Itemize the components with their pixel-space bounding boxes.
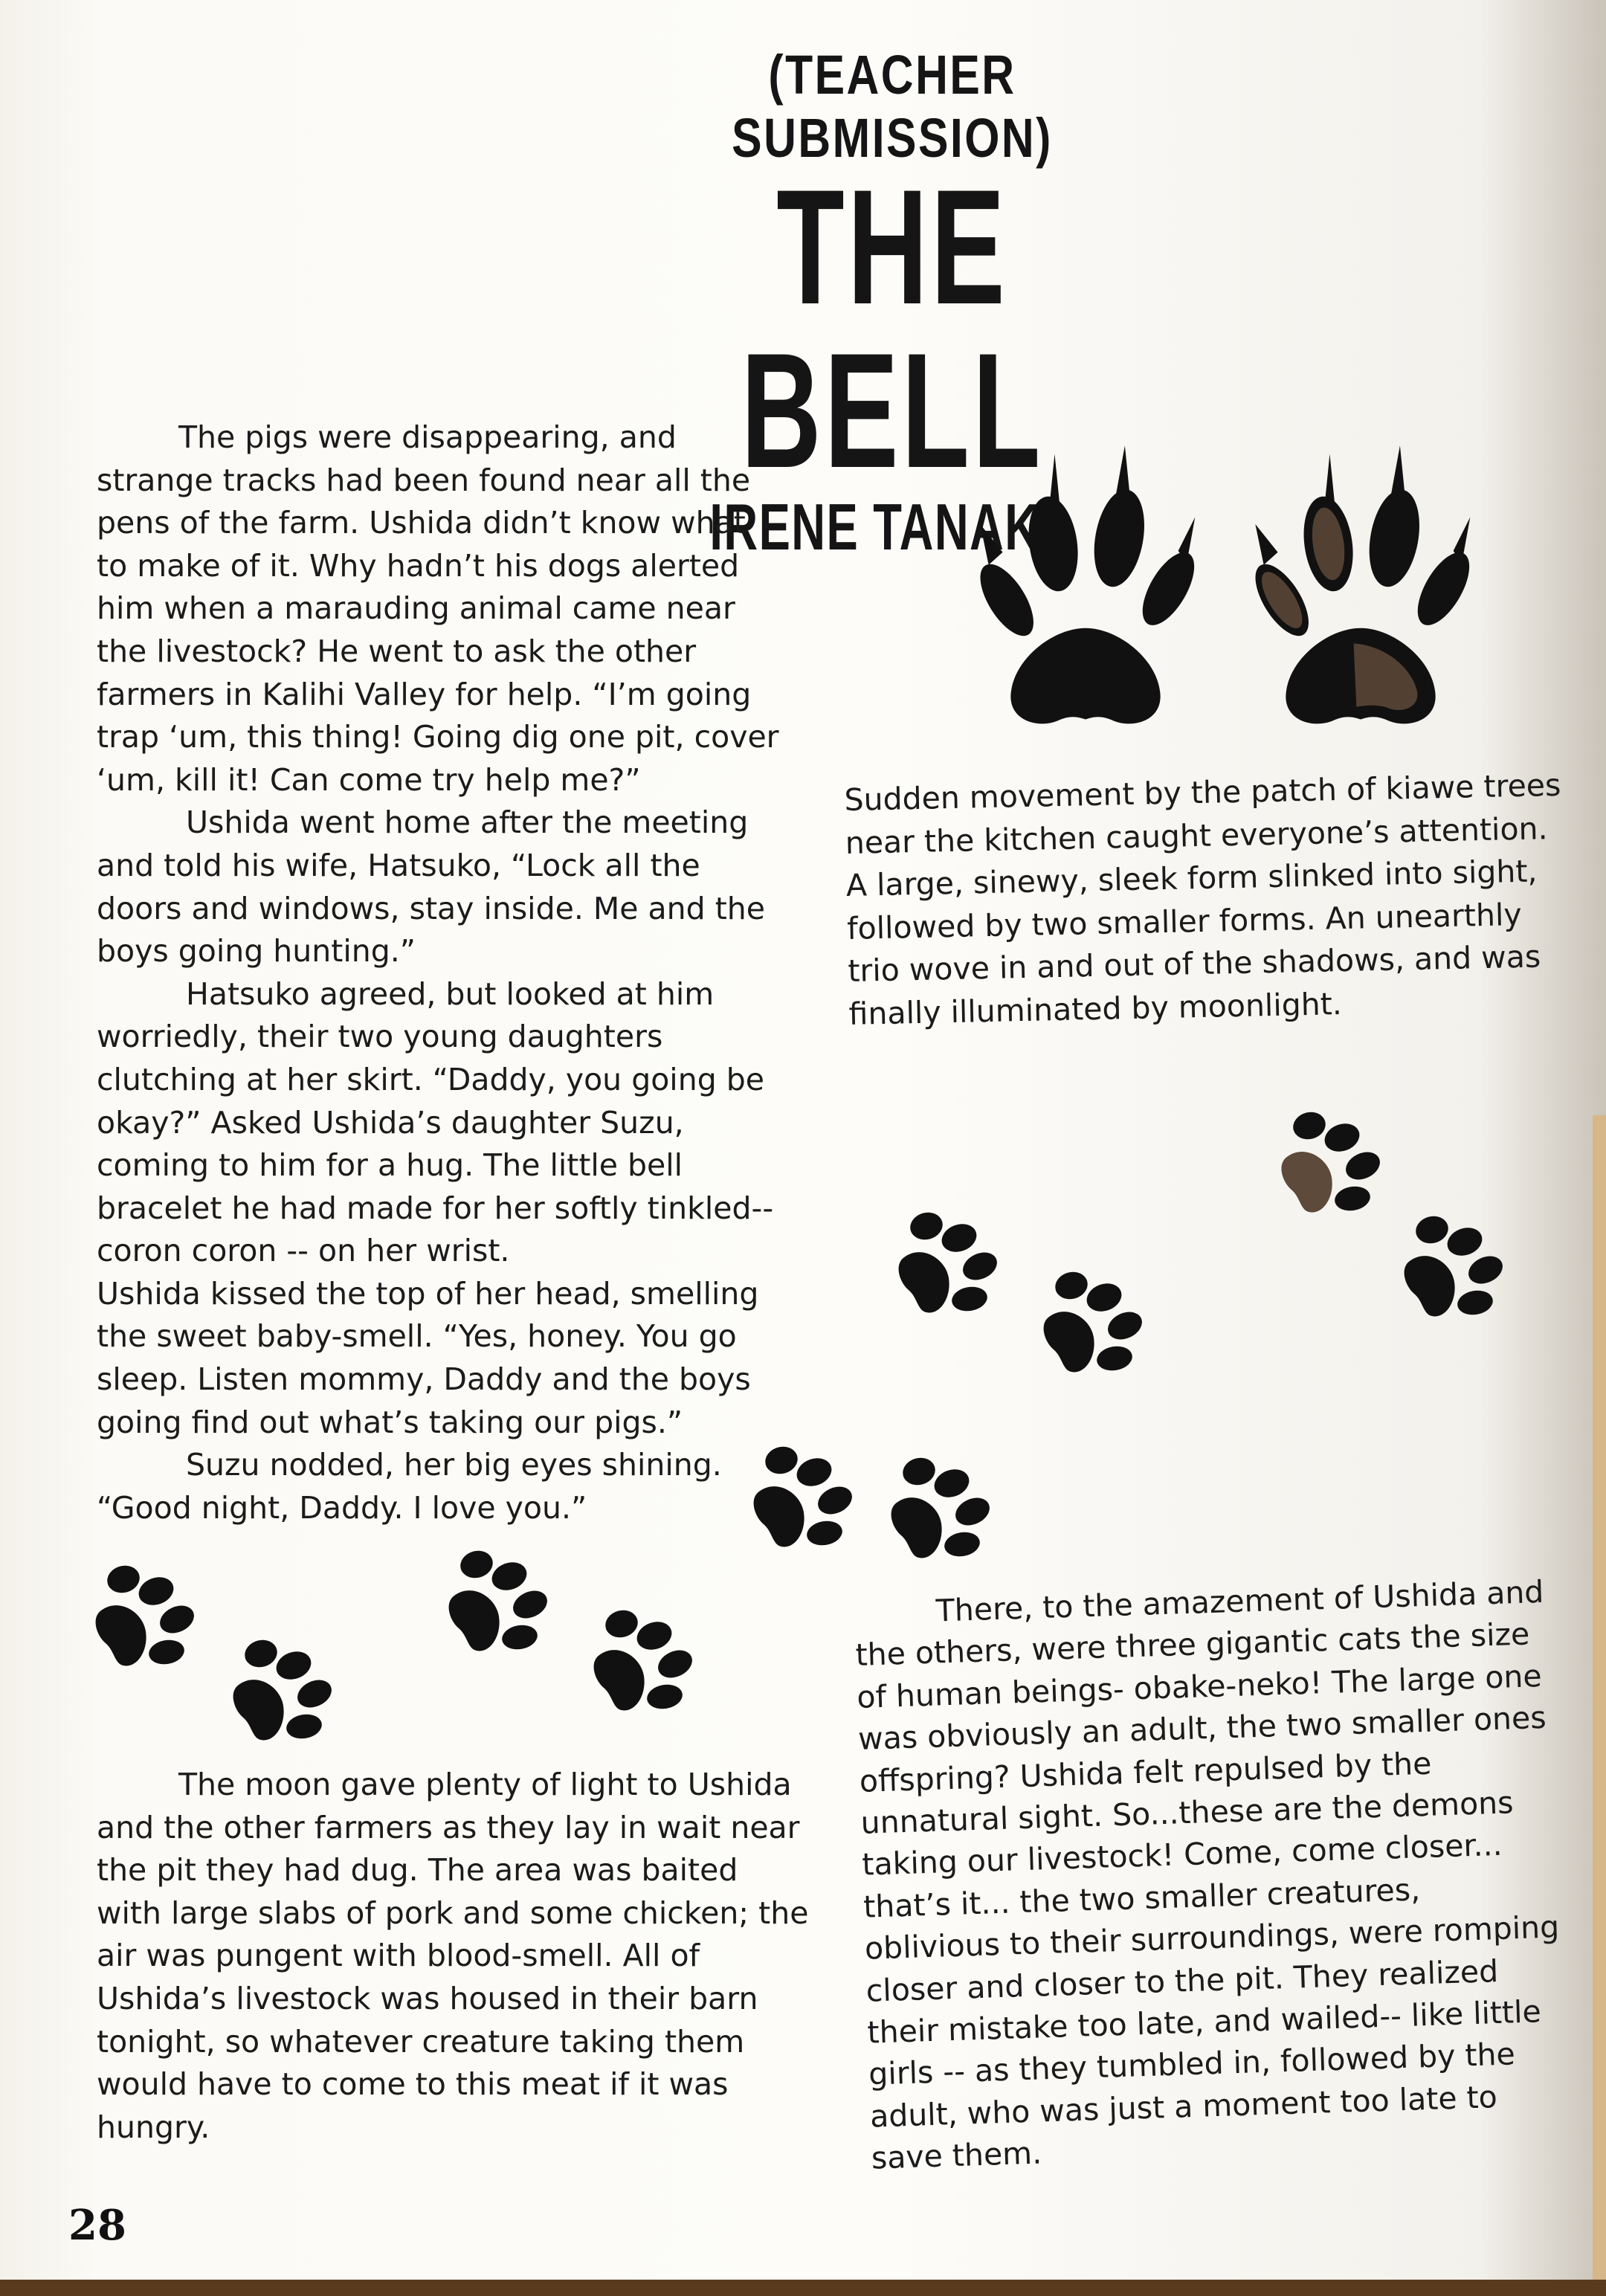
story-paragraph: The moon gave plenty of light to Ushida and the other farmers as they lay in wait near the pit they had dug. The area was baited with large slabs of pork and some chicken; the air was pungent with blood-smell. All of Ushida’s livestock was housed in their barn tonight, so whatever creature taking them would have to come to this meat if it was hungry. [97, 1767, 809, 2145]
story-column-right-top [844, 764, 1578, 1036]
paw-print-icon [747, 1442, 866, 1554]
paw-print-icon [442, 1547, 561, 1658]
story-paragraph: There, to the amazement of Ushida and the others, were three gigantic cats the size of human beings- obake-neko! The large one was obviously an adult, the two smaller ones offspring? Ushida felt repulsed by the unnatural sight. So...these are the demons taking our livestock! Come, come closer... that’s it... the two smaller creatures, oblivious to their surroundings, were romping closer and closer to the pit. They realized their mistake too late, and wailed-- like little girls -- as they tumbled in, followed by the adult, who was just a moment too late to save them. [854, 1573, 1560, 2176]
paw-print-icon [89, 1561, 208, 1673]
claw-paw-icon [959, 416, 1212, 758]
story-paragraph: Ushida kissed the top of her head, smelling the sweet baby-smell. “Yes, honey. You go sleep. Listen mommy, Daddy and the boys going find out what’s taking our pigs.” [97, 1275, 759, 1440]
story-paragraph: Sudden movement by the patch of kiawe trees near the kitchen caught everyone’s attention. A large, sinewy, sleek form slinked into sight, followed by two smaller forms. An unearthly trio wove in and out of the shadows, and was finally illuminated by moonlight. [844, 767, 1561, 1032]
submission-label: (TEACHER SUBMISSION) [732, 44, 1053, 169]
page-edge [1593, 1115, 1606, 2296]
page-number: 28 [68, 2201, 126, 2250]
story-paragraph: The pigs were disappearing, and strange tracks had been found near all the pens of the farm. Ushida didn’t know what to make of it. Why hadn’t his dogs alerted him when a marauding animal came near the livestock? He went to ask the other farmers in Kalihi Valley for help. “I’m going trap ‘um, this thing! Going dig one pit, cover ‘um, kill it! Can come try help me?” [97, 419, 779, 798]
story-column-left-top [97, 416, 781, 1529]
story-paragraph: Ushida went home after the meeting and told his wife, Hatsuko, “Lock all the doors and windows, stay inside. Me and the boys going hunting.” [97, 804, 765, 970]
story-paragraph: Hatsuko agreed, but looked at him worriedly, their two young daughters clutching at her skirt. “Daddy, you going be okay?” Asked Ushida’s daughter Suzu, coming to him for a hug. The little bell bracelet he had made for her softly tinkled-- coron coron -- on her wrist. [97, 976, 774, 1269]
story-column-left-bottom [97, 1764, 810, 2149]
story-column-right-bottom [854, 1570, 1570, 2179]
paw-print-icon [885, 1454, 1004, 1565]
page-bottom-edge [0, 2280, 1606, 2296]
paw-print-icon [1037, 1268, 1156, 1379]
paw-print-icon [227, 1636, 346, 1747]
author-name: IRENE TANAKA [709, 490, 1075, 564]
paw-print-icon [1275, 1108, 1394, 1219]
story-paragraph: Suzu nodded, her big eyes shining. “Good night, Daddy. I love you.” [97, 1447, 722, 1526]
story-title: THE BELL [741, 155, 1044, 502]
paw-print-icon [587, 1606, 706, 1718]
paw-print-icon [1398, 1212, 1517, 1323]
paw-print-icon [892, 1208, 1011, 1320]
claw-paw-icon [1234, 416, 1487, 758]
